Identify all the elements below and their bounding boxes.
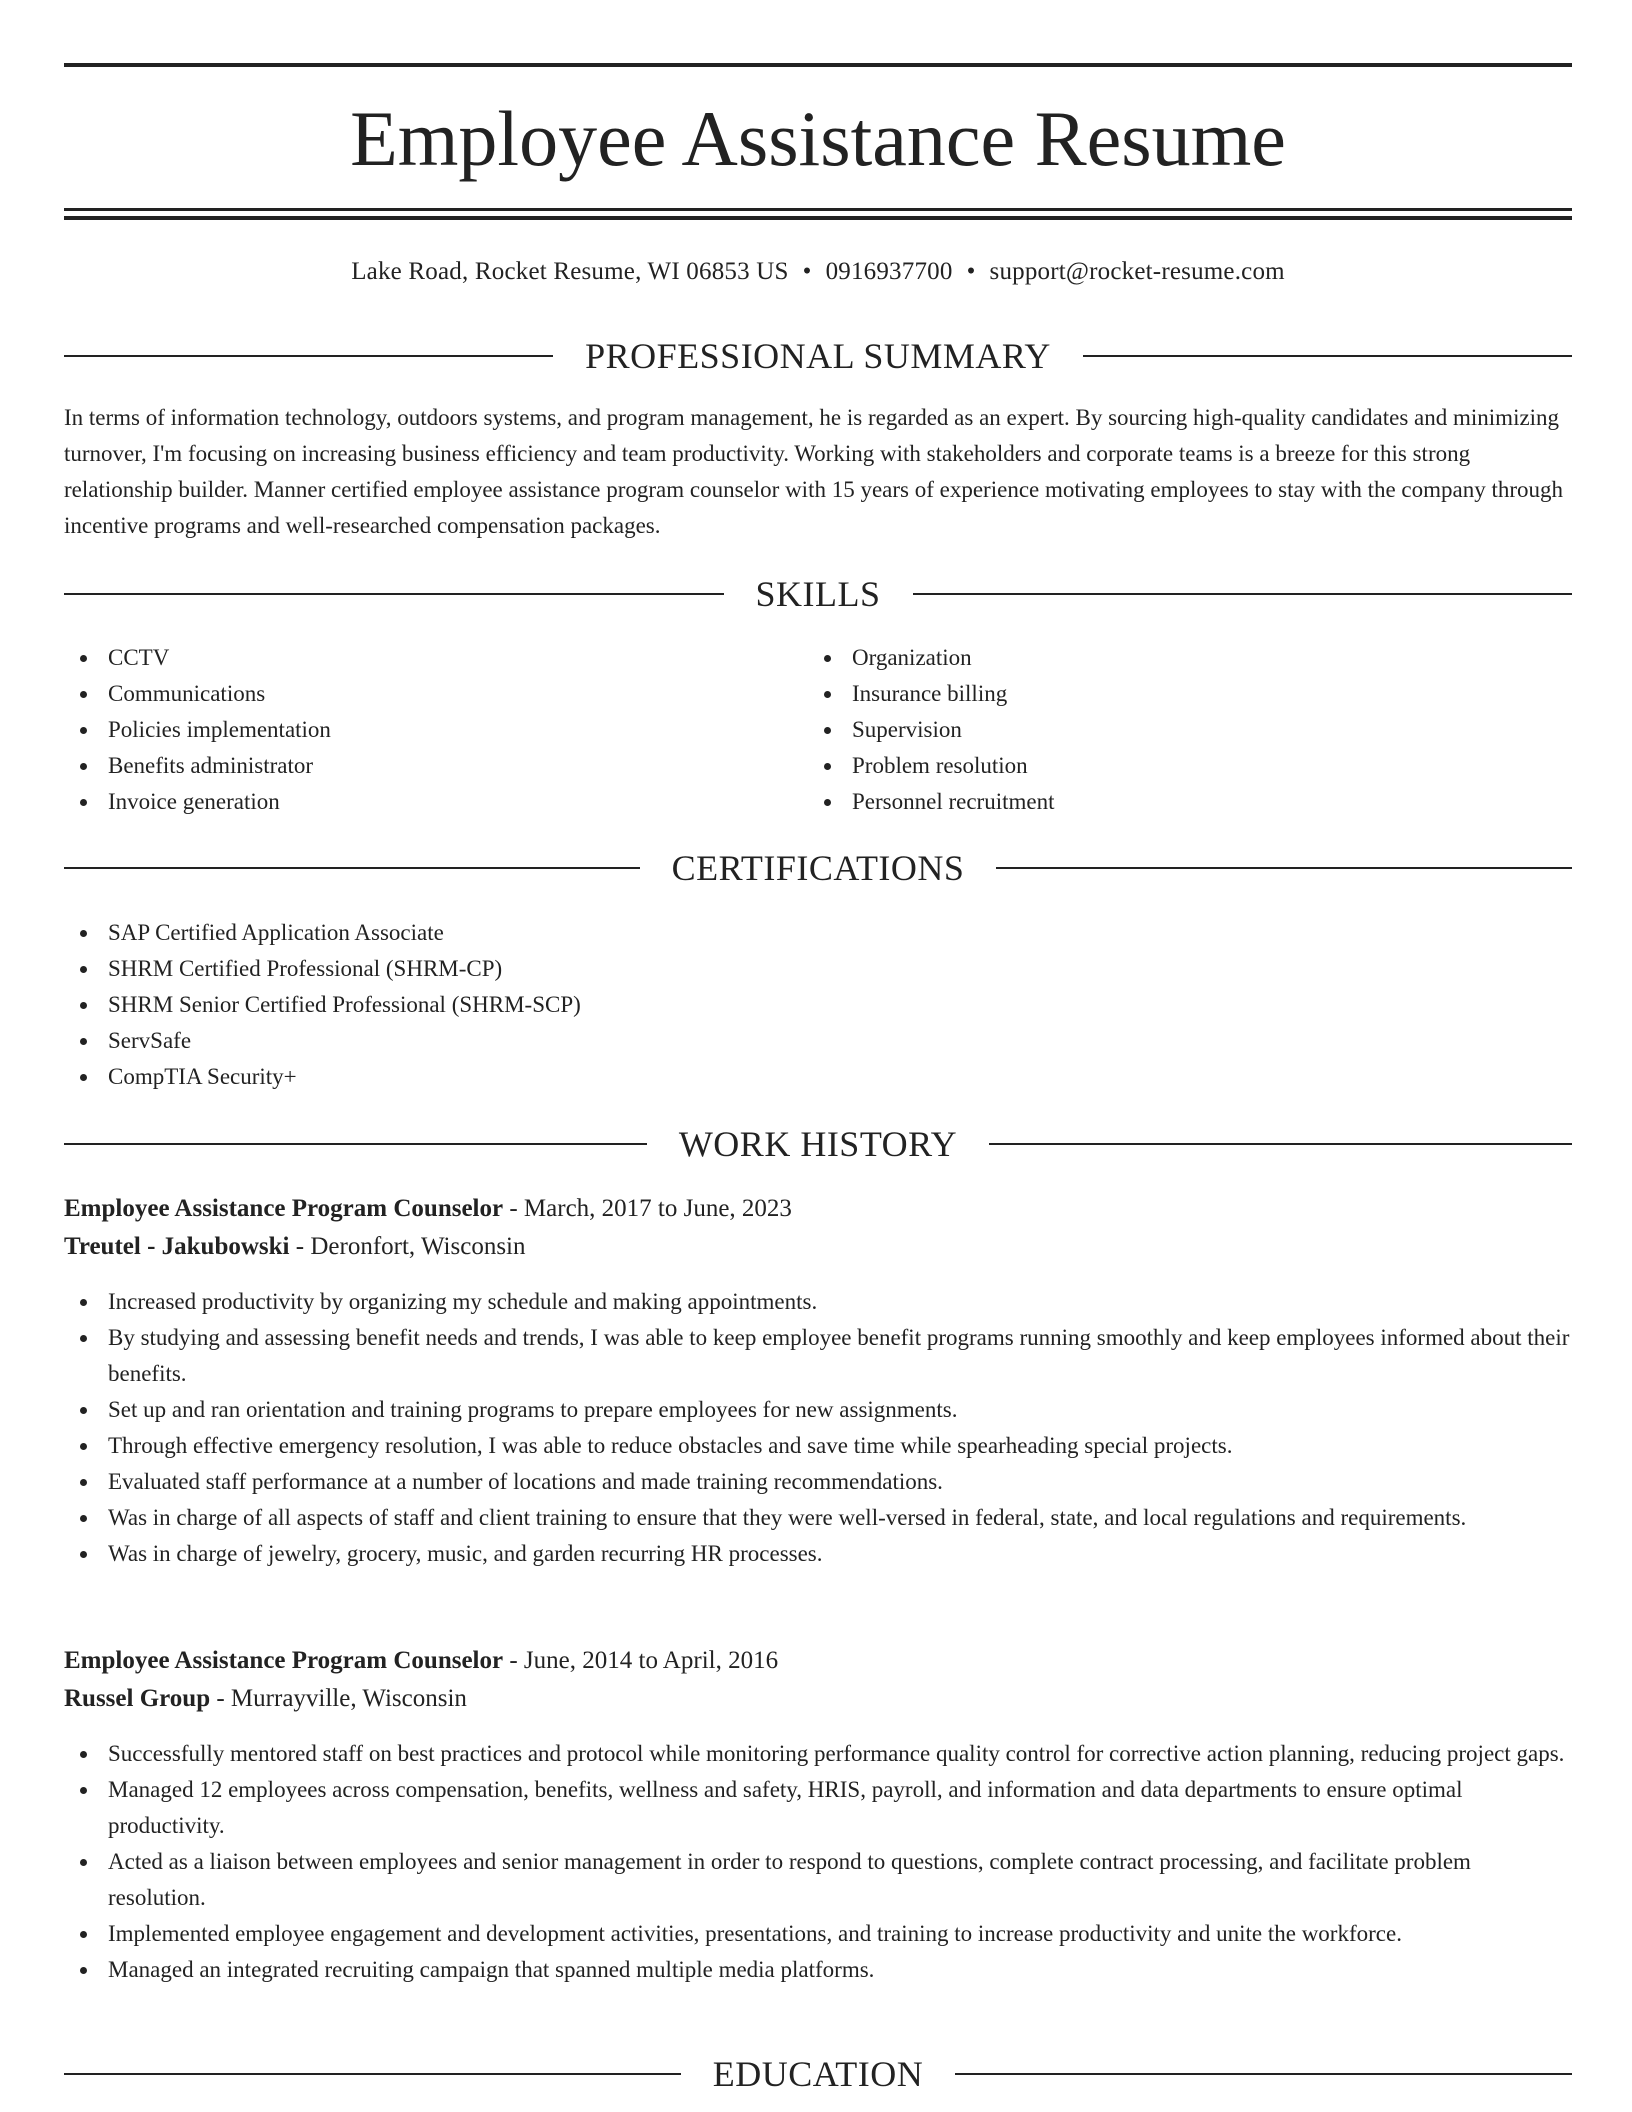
heading-rule [64, 867, 640, 869]
duty-item: Implemented employee engagement and development activities, presentations, and training to increase productivity and unite the workforce. [64, 1916, 1572, 1952]
contact-line [64, 254, 1572, 290]
skill-item: Problem resolution [808, 748, 1548, 784]
section-heading-education [64, 2052, 1572, 2096]
heading-rule [64, 1143, 647, 1145]
skill-item: Personnel recruitment [808, 784, 1548, 820]
job-title: Employee Assistance Program Counselor [64, 1647, 504, 1674]
summary-text: In terms of information technology, outdoors systems, and program management, he is regarded as an expert. By sourcing high-quality candidates and minimizing turnover, I'm focusing on increasing business efficiency and team productivity. Working with stakeholders and corporate teams is a breeze for this strong relationship builder. Manner certified employee assistance program counselor with 15 years of experience motivating employees to stay with the company through incentive programs and well-researched compensation packages. [64, 405, 1564, 538]
job-duties-list [64, 1284, 1572, 1572]
heading-rule [996, 867, 1572, 869]
job-title-line [64, 1642, 1572, 1680]
duty-item: Acted as a liaison between employees and senior management in order to respond to questions, complete contract processing, and facilitate problem resolution. [64, 1844, 1572, 1916]
title-rule-upper [64, 208, 1572, 211]
duty-item: Managed an integrated recruiting campaign that spanned multiple media platforms. [64, 1952, 1572, 1988]
duty-item: Set up and ran orientation and training programs to prepare employees for new assignments. [64, 1392, 1572, 1428]
job-location: - Deronfort, Wisconsin [289, 1233, 526, 1260]
skill-item: Benefits administrator [64, 748, 804, 784]
skills-list-right [808, 640, 1548, 820]
duty-item: Was in charge of jewelry, grocery, music, and garden recurring HR processes. [64, 1536, 1572, 1572]
skill-item: CCTV [64, 640, 804, 676]
heading-rule [955, 2073, 1572, 2075]
certification-item: SHRM Senior Certified Professional (SHRM-SCP) [64, 987, 1572, 1023]
section-title: WORK HISTORY [678, 1124, 958, 1164]
job-company: Russel Group [64, 1685, 211, 1712]
section-heading-work-history [64, 1122, 1572, 1166]
certifications-list [64, 915, 1572, 1095]
section-title: SKILLS [755, 574, 881, 614]
contact-address: Lake Road, Rocket Resume, WI 06853 US [351, 258, 789, 285]
job-company-line [64, 1680, 1572, 1718]
resume-title: Employee Assistance Resume [350, 95, 1286, 182]
skill-item: Communications [64, 676, 804, 712]
duty-item: Through effective emergency resolution, I was able to reduce obstacles and save time while spearheading special projects. [64, 1428, 1572, 1464]
job-company: Treutel - Jakubowski [64, 1233, 290, 1260]
heading-rule [1083, 355, 1572, 357]
top-rule [64, 63, 1572, 67]
job-location: - Murrayville, Wisconsin [210, 1685, 467, 1712]
section-heading-skills [64, 572, 1572, 616]
contact-separator: • [966, 258, 976, 285]
duty-item: Was in charge of all aspects of staff and client training to ensure that they were well-versed in federal, state, and local regulations and requirements. [64, 1500, 1572, 1536]
certification-item: SHRM Certified Professional (SHRM-CP) [64, 951, 1572, 987]
heading-rule [64, 2073, 681, 2075]
job-title: Employee Assistance Program Counselor [64, 1195, 504, 1222]
skills-list-left [64, 640, 804, 820]
heading-rule [64, 593, 724, 595]
job-dates: - March, 2017 to June, 2023 [503, 1195, 792, 1222]
job-title-line [64, 1190, 1572, 1228]
section-heading-summary [64, 334, 1572, 378]
job-company-line [64, 1228, 1572, 1266]
contact-separator: • [802, 258, 812, 285]
contact-phone: 0916937700 [825, 258, 953, 285]
section-heading-certifications [64, 846, 1572, 890]
duty-item: Successfully mentored staff on best practices and protocol while monitoring performance quality control for corrective action planning, reducing project gaps. [64, 1736, 1572, 1772]
job-duties-list [64, 1736, 1572, 1988]
skill-item: Policies implementation [64, 712, 804, 748]
skill-item: Supervision [808, 712, 1548, 748]
section-title: PROFESSIONAL SUMMARY [585, 336, 1051, 376]
duty-item: Increased productivity by organizing my schedule and making appointments. [64, 1284, 1572, 1320]
heading-rule [913, 593, 1573, 595]
duty-item: By studying and assessing benefit needs and trends, I was able to keep employee benefit programs running smoothly and keep employees informed about their benefits. [64, 1320, 1572, 1392]
heading-rule [64, 355, 553, 357]
duty-item: Managed 12 employees across compensation, benefits, wellness and safety, HRIS, payroll, and information and data departments to ensure optimal productivity. [64, 1772, 1572, 1844]
title-rule-lower [64, 216, 1572, 220]
contact-email: support@rocket-resume.com [989, 258, 1285, 285]
skill-item: Organization [808, 640, 1548, 676]
section-title: CERTIFICATIONS [671, 848, 965, 888]
certification-item: ServSafe [64, 1023, 1572, 1059]
job-dates: - June, 2014 to April, 2016 [503, 1647, 779, 1674]
skill-item: Insurance billing [808, 676, 1548, 712]
skill-item: Invoice generation [64, 784, 804, 820]
heading-rule [989, 1143, 1572, 1145]
certification-item: CompTIA Security+ [64, 1059, 1572, 1095]
section-title: EDUCATION [712, 2054, 924, 2094]
duty-item: Evaluated staff performance at a number of locations and made training recommendations. [64, 1464, 1572, 1500]
certification-item: SAP Certified Application Associate [64, 915, 1572, 951]
